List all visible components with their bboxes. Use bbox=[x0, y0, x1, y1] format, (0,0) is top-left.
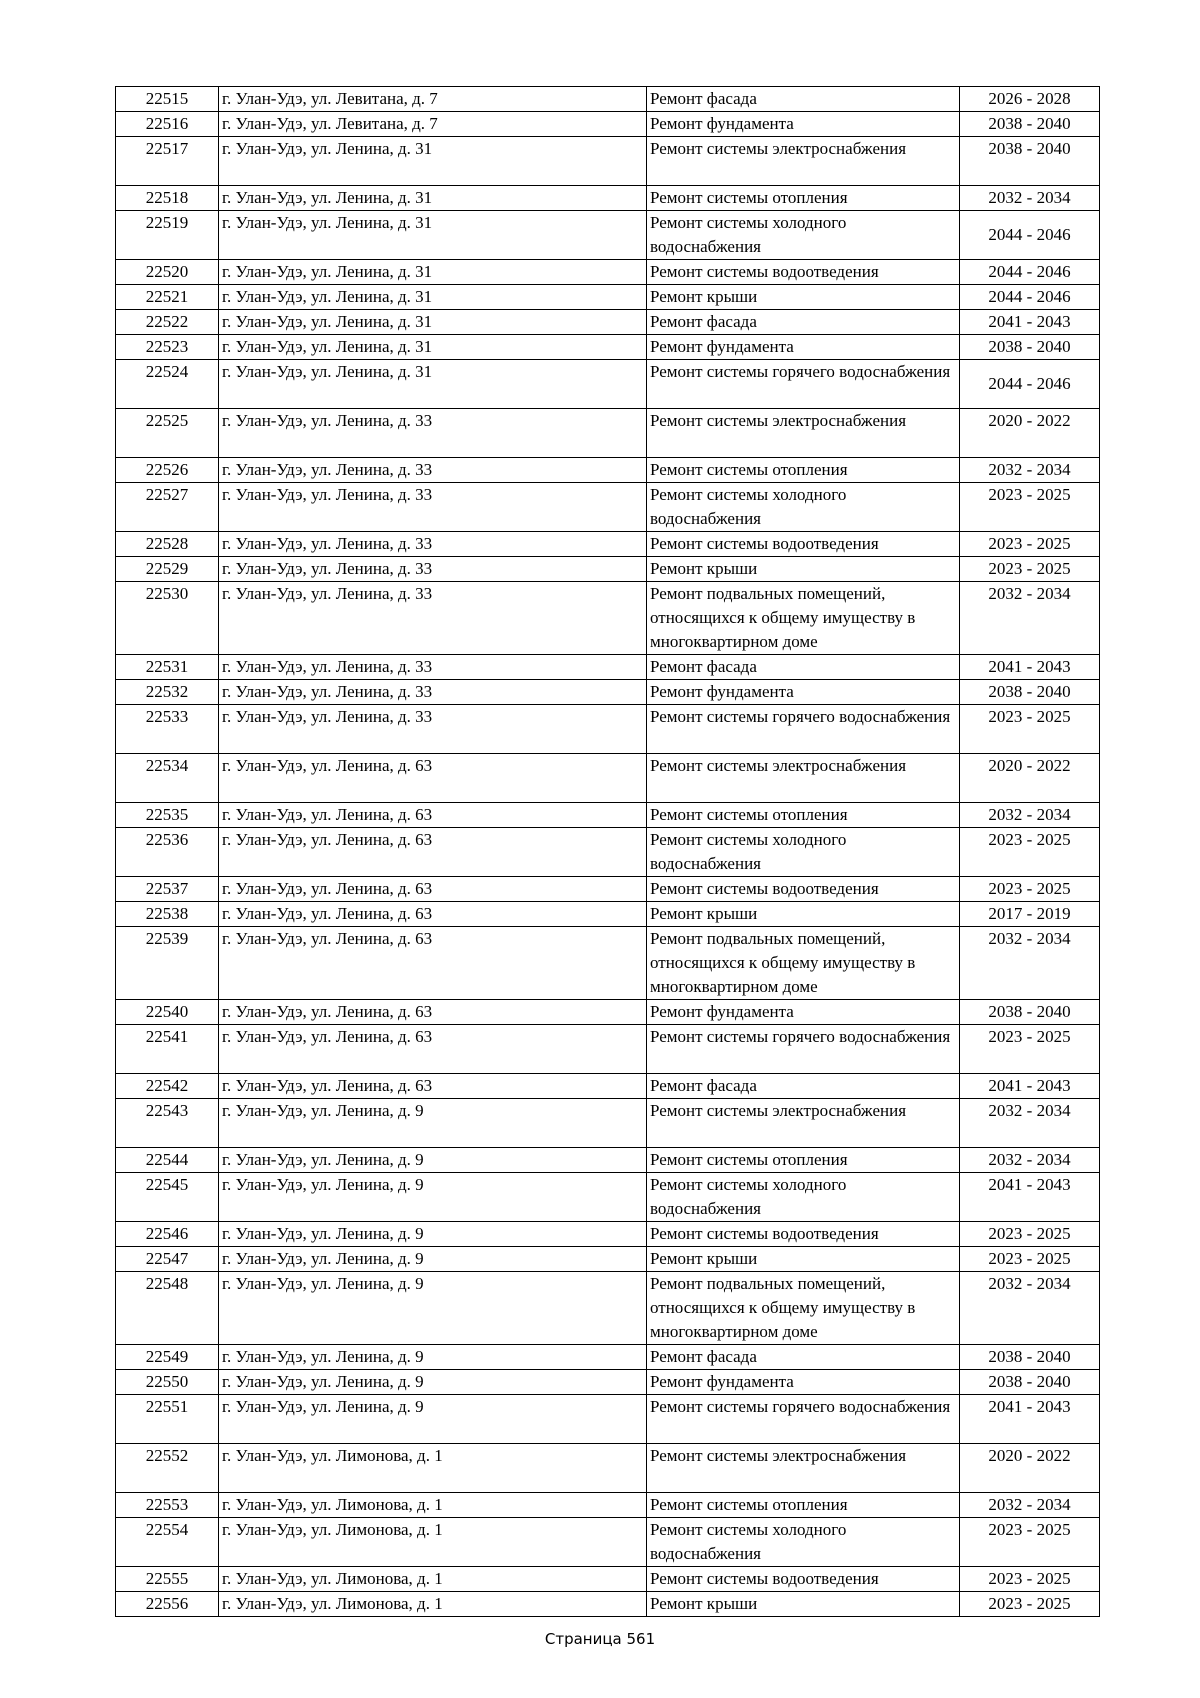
row-number-cell: 22551 bbox=[116, 1395, 219, 1444]
row-number-cell: 22528 bbox=[116, 532, 219, 557]
row-number-cell: 22533 bbox=[116, 705, 219, 754]
table-row bbox=[116, 1395, 1100, 1444]
address-cell: г. Улан-Удэ, ул. Ленина, д. 31 bbox=[219, 211, 647, 260]
period-cell: 2023 - 2025 bbox=[960, 877, 1100, 902]
work-type-cell: Ремонт крыши bbox=[647, 1592, 960, 1617]
work-type-cell: Ремонт системы горячего водоснабжения bbox=[647, 360, 960, 409]
page-number: Страница 561 bbox=[544, 1630, 656, 1648]
row-number-cell: 22527 bbox=[116, 483, 219, 532]
address-cell: г. Улан-Удэ, ул. Ленина, д. 63 bbox=[219, 902, 647, 927]
row-number-cell: 22519 bbox=[116, 211, 219, 260]
work-type-cell: Ремонт фасада bbox=[647, 310, 960, 335]
address-cell: г. Улан-Удэ, ул. Лимонова, д. 1 bbox=[219, 1567, 647, 1592]
work-type-cell: Ремонт крыши bbox=[647, 1247, 960, 1272]
table-row bbox=[116, 828, 1100, 877]
period-cell: 2023 - 2025 bbox=[960, 1592, 1100, 1617]
table-row bbox=[116, 927, 1100, 1000]
repair-schedule-table bbox=[115, 86, 1100, 1617]
work-type-cell: Ремонт подвальных помещений, относящихся к общему имуществу в многоквартирном доме bbox=[647, 1272, 960, 1345]
period-cell: 2023 - 2025 bbox=[960, 532, 1100, 557]
row-number-cell: 22554 bbox=[116, 1518, 219, 1567]
work-type-cell: Ремонт системы водоотведения bbox=[647, 1222, 960, 1247]
address-cell: г. Улан-Удэ, ул. Ленина, д. 63 bbox=[219, 754, 647, 803]
period-cell: 2032 - 2034 bbox=[960, 458, 1100, 483]
period-cell: 2038 - 2040 bbox=[960, 335, 1100, 360]
work-type-cell: Ремонт системы водоотведения bbox=[647, 260, 960, 285]
row-number-cell: 22543 bbox=[116, 1099, 219, 1148]
work-type-cell: Ремонт системы отопления bbox=[647, 1148, 960, 1173]
address-cell: г. Улан-Удэ, ул. Ленина, д. 63 bbox=[219, 803, 647, 828]
address-cell: г. Улан-Удэ, ул. Ленина, д. 33 bbox=[219, 458, 647, 483]
table-row bbox=[116, 458, 1100, 483]
row-number-cell: 22531 bbox=[116, 655, 219, 680]
address-cell: г. Улан-Удэ, ул. Ленина, д. 63 bbox=[219, 877, 647, 902]
table-row bbox=[116, 409, 1100, 458]
row-number-cell: 22521 bbox=[116, 285, 219, 310]
table-row bbox=[116, 582, 1100, 655]
row-number-cell: 22538 bbox=[116, 902, 219, 927]
period-cell: 2044 - 2046 bbox=[960, 360, 1100, 409]
address-cell: г. Улан-Удэ, ул. Ленина, д. 9 bbox=[219, 1148, 647, 1173]
row-number-cell: 22555 bbox=[116, 1567, 219, 1592]
address-cell: г. Улан-Удэ, ул. Ленина, д. 33 bbox=[219, 409, 647, 458]
row-number-cell: 22539 bbox=[116, 927, 219, 1000]
table-row bbox=[116, 1444, 1100, 1493]
period-cell: 2023 - 2025 bbox=[960, 1567, 1100, 1592]
period-cell: 2038 - 2040 bbox=[960, 1345, 1100, 1370]
period-cell: 2023 - 2025 bbox=[960, 1222, 1100, 1247]
row-number-cell: 22540 bbox=[116, 1000, 219, 1025]
address-cell: г. Улан-Удэ, ул. Ленина, д. 33 bbox=[219, 582, 647, 655]
table-row bbox=[116, 1222, 1100, 1247]
period-cell: 2023 - 2025 bbox=[960, 1025, 1100, 1074]
address-cell: г. Улан-Удэ, ул. Ленина, д. 33 bbox=[219, 655, 647, 680]
address-cell: г. Улан-Удэ, ул. Левитана, д. 7 bbox=[219, 112, 647, 137]
address-cell: г. Улан-Удэ, ул. Ленина, д. 9 bbox=[219, 1099, 647, 1148]
row-number-cell: 22544 bbox=[116, 1148, 219, 1173]
table-row bbox=[116, 1148, 1100, 1173]
period-cell: 2023 - 2025 bbox=[960, 483, 1100, 532]
work-type-cell: Ремонт подвальных помещений, относящихся к общему имуществу в многоквартирном доме bbox=[647, 582, 960, 655]
table-row bbox=[116, 705, 1100, 754]
row-number-cell: 22536 bbox=[116, 828, 219, 877]
work-type-cell: Ремонт фундамента bbox=[647, 335, 960, 360]
work-type-cell: Ремонт системы горячего водоснабжения bbox=[647, 1395, 960, 1444]
work-type-cell: Ремонт системы холодного водоснабжения bbox=[647, 211, 960, 260]
address-cell: г. Улан-Удэ, ул. Ленина, д. 33 bbox=[219, 483, 647, 532]
address-cell: г. Улан-Удэ, ул. Лимонова, д. 1 bbox=[219, 1592, 647, 1617]
row-number-cell: 22541 bbox=[116, 1025, 219, 1074]
period-cell: 2023 - 2025 bbox=[960, 1518, 1100, 1567]
period-cell: 2020 - 2022 bbox=[960, 754, 1100, 803]
period-cell: 2020 - 2022 bbox=[960, 409, 1100, 458]
table-row bbox=[116, 1099, 1100, 1148]
row-number-cell: 22516 bbox=[116, 112, 219, 137]
work-type-cell: Ремонт крыши bbox=[647, 557, 960, 582]
period-cell: 2041 - 2043 bbox=[960, 1074, 1100, 1099]
period-cell: 2032 - 2034 bbox=[960, 1493, 1100, 1518]
work-type-cell: Ремонт системы водоотведения bbox=[647, 532, 960, 557]
row-number-cell: 22526 bbox=[116, 458, 219, 483]
work-type-cell: Ремонт фасада bbox=[647, 1074, 960, 1099]
table-row bbox=[116, 1000, 1100, 1025]
row-number-cell: 22547 bbox=[116, 1247, 219, 1272]
period-cell: 2023 - 2025 bbox=[960, 828, 1100, 877]
work-type-cell: Ремонт подвальных помещений, относящихся к общему имуществу в многоквартирном доме bbox=[647, 927, 960, 1000]
table-row bbox=[116, 1567, 1100, 1592]
row-number-cell: 22517 bbox=[116, 137, 219, 186]
period-cell: 2044 - 2046 bbox=[960, 285, 1100, 310]
period-cell: 2032 - 2034 bbox=[960, 927, 1100, 1000]
table-row bbox=[116, 754, 1100, 803]
address-cell: г. Улан-Удэ, ул. Ленина, д. 9 bbox=[219, 1247, 647, 1272]
work-type-cell: Ремонт системы холодного водоснабжения bbox=[647, 1518, 960, 1567]
address-cell: г. Улан-Удэ, ул. Ленина, д. 9 bbox=[219, 1173, 647, 1222]
work-type-cell: Ремонт системы электроснабжения bbox=[647, 754, 960, 803]
address-cell: г. Улан-Удэ, ул. Ленина, д. 63 bbox=[219, 1074, 647, 1099]
address-cell: г. Улан-Удэ, ул. Ленина, д. 31 bbox=[219, 335, 647, 360]
period-cell: 2020 - 2022 bbox=[960, 1444, 1100, 1493]
table-row bbox=[116, 211, 1100, 260]
table-row bbox=[116, 1345, 1100, 1370]
row-number-cell: 22545 bbox=[116, 1173, 219, 1222]
work-type-cell: Ремонт фасада bbox=[647, 87, 960, 112]
address-cell: г. Улан-Удэ, ул. Левитана, д. 7 bbox=[219, 87, 647, 112]
row-number-cell: 22546 bbox=[116, 1222, 219, 1247]
period-cell: 2038 - 2040 bbox=[960, 112, 1100, 137]
work-type-cell: Ремонт крыши bbox=[647, 285, 960, 310]
work-type-cell: Ремонт системы отопления bbox=[647, 1493, 960, 1518]
table-row bbox=[116, 1173, 1100, 1222]
row-number-cell: 22515 bbox=[116, 87, 219, 112]
work-type-cell: Ремонт системы водоотведения bbox=[647, 877, 960, 902]
row-number-cell: 22535 bbox=[116, 803, 219, 828]
table-row bbox=[116, 1025, 1100, 1074]
work-type-cell: Ремонт системы электроснабжения bbox=[647, 1444, 960, 1493]
row-number-cell: 22550 bbox=[116, 1370, 219, 1395]
table-row bbox=[116, 680, 1100, 705]
address-cell: г. Улан-Удэ, ул. Ленина, д. 31 bbox=[219, 360, 647, 409]
table-row bbox=[116, 260, 1100, 285]
table-row bbox=[116, 557, 1100, 582]
table-row bbox=[116, 285, 1100, 310]
work-type-cell: Ремонт системы горячего водоснабжения bbox=[647, 1025, 960, 1074]
table-row bbox=[116, 1074, 1100, 1099]
row-number-cell: 22522 bbox=[116, 310, 219, 335]
period-cell: 2041 - 2043 bbox=[960, 1395, 1100, 1444]
period-cell: 2038 - 2040 bbox=[960, 1370, 1100, 1395]
row-number-cell: 22534 bbox=[116, 754, 219, 803]
work-type-cell: Ремонт фундамента bbox=[647, 1370, 960, 1395]
period-cell: 2041 - 2043 bbox=[960, 1173, 1100, 1222]
row-number-cell: 22518 bbox=[116, 186, 219, 211]
work-type-cell: Ремонт системы водоотведения bbox=[647, 1567, 960, 1592]
address-cell: г. Улан-Удэ, ул. Ленина, д. 9 bbox=[219, 1345, 647, 1370]
row-number-cell: 22524 bbox=[116, 360, 219, 409]
row-number-cell: 22542 bbox=[116, 1074, 219, 1099]
period-cell: 2032 - 2034 bbox=[960, 1099, 1100, 1148]
address-cell: г. Улан-Удэ, ул. Ленина, д. 63 bbox=[219, 1025, 647, 1074]
work-type-cell: Ремонт системы отопления bbox=[647, 186, 960, 211]
period-cell: 2026 - 2028 bbox=[960, 87, 1100, 112]
period-cell: 2032 - 2034 bbox=[960, 1272, 1100, 1345]
table-body bbox=[116, 87, 1100, 1617]
table-row bbox=[116, 186, 1100, 211]
work-type-cell: Ремонт системы электроснабжения bbox=[647, 409, 960, 458]
table-row bbox=[116, 655, 1100, 680]
table-row bbox=[116, 803, 1100, 828]
work-type-cell: Ремонт крыши bbox=[647, 902, 960, 927]
period-cell: 2041 - 2043 bbox=[960, 655, 1100, 680]
row-number-cell: 22537 bbox=[116, 877, 219, 902]
work-type-cell: Ремонт системы холодного водоснабжения bbox=[647, 1173, 960, 1222]
table-row bbox=[116, 310, 1100, 335]
period-cell: 2017 - 2019 bbox=[960, 902, 1100, 927]
work-type-cell: Ремонт фасада bbox=[647, 655, 960, 680]
address-cell: г. Улан-Удэ, ул. Ленина, д. 31 bbox=[219, 186, 647, 211]
table-row bbox=[116, 112, 1100, 137]
period-cell: 2038 - 2040 bbox=[960, 680, 1100, 705]
table-row bbox=[116, 1592, 1100, 1617]
period-cell: 2038 - 2040 bbox=[960, 1000, 1100, 1025]
address-cell: г. Улан-Удэ, ул. Ленина, д. 33 bbox=[219, 557, 647, 582]
table-row bbox=[116, 1247, 1100, 1272]
work-type-cell: Ремонт системы холодного водоснабжения bbox=[647, 828, 960, 877]
address-cell: г. Улан-Удэ, ул. Ленина, д. 33 bbox=[219, 705, 647, 754]
row-number-cell: 22529 bbox=[116, 557, 219, 582]
table-row bbox=[116, 483, 1100, 532]
work-type-cell: Ремонт системы отопления bbox=[647, 458, 960, 483]
row-number-cell: 22525 bbox=[116, 409, 219, 458]
address-cell: г. Улан-Удэ, ул. Ленина, д. 9 bbox=[219, 1272, 647, 1345]
address-cell: г. Улан-Удэ, ул. Ленина, д. 9 bbox=[219, 1395, 647, 1444]
row-number-cell: 22532 bbox=[116, 680, 219, 705]
address-cell: г. Улан-Удэ, ул. Ленина, д. 63 bbox=[219, 927, 647, 1000]
period-cell: 2044 - 2046 bbox=[960, 260, 1100, 285]
row-number-cell: 22556 bbox=[116, 1592, 219, 1617]
row-number-cell: 22552 bbox=[116, 1444, 219, 1493]
table-row bbox=[116, 360, 1100, 409]
address-cell: г. Улан-Удэ, ул. Ленина, д. 63 bbox=[219, 828, 647, 877]
address-cell: г. Улан-Удэ, ул. Ленина, д. 9 bbox=[219, 1370, 647, 1395]
work-type-cell: Ремонт фундамента bbox=[647, 680, 960, 705]
period-cell: 2032 - 2034 bbox=[960, 1148, 1100, 1173]
row-number-cell: 22553 bbox=[116, 1493, 219, 1518]
table-row bbox=[116, 532, 1100, 557]
address-cell: г. Улан-Удэ, ул. Ленина, д. 31 bbox=[219, 310, 647, 335]
work-type-cell: Ремонт фундамента bbox=[647, 1000, 960, 1025]
table-row bbox=[116, 1518, 1100, 1567]
table-row bbox=[116, 1370, 1100, 1395]
address-cell: г. Улан-Удэ, ул. Ленина, д. 63 bbox=[219, 1000, 647, 1025]
work-type-cell: Ремонт фундамента bbox=[647, 112, 960, 137]
period-cell: 2032 - 2034 bbox=[960, 803, 1100, 828]
period-cell: 2023 - 2025 bbox=[960, 1247, 1100, 1272]
period-cell: 2038 - 2040 bbox=[960, 137, 1100, 186]
address-cell: г. Улан-Удэ, ул. Ленина, д. 33 bbox=[219, 680, 647, 705]
work-type-cell: Ремонт системы горячего водоснабжения bbox=[647, 705, 960, 754]
table-row bbox=[116, 87, 1100, 112]
period-cell: 2023 - 2025 bbox=[960, 557, 1100, 582]
row-number-cell: 22523 bbox=[116, 335, 219, 360]
address-cell: г. Улан-Удэ, ул. Ленина, д. 31 bbox=[219, 137, 647, 186]
period-cell: 2023 - 2025 bbox=[960, 705, 1100, 754]
table-row bbox=[116, 1272, 1100, 1345]
work-type-cell: Ремонт системы электроснабжения bbox=[647, 1099, 960, 1148]
address-cell: г. Улан-Удэ, ул. Ленина, д. 31 bbox=[219, 260, 647, 285]
address-cell: г. Улан-Удэ, ул. Лимонова, д. 1 bbox=[219, 1518, 647, 1567]
row-number-cell: 22520 bbox=[116, 260, 219, 285]
table-row bbox=[116, 877, 1100, 902]
work-type-cell: Ремонт фасада bbox=[647, 1345, 960, 1370]
table-row bbox=[116, 335, 1100, 360]
period-cell: 2044 - 2046 bbox=[960, 211, 1100, 260]
table-row bbox=[116, 137, 1100, 186]
work-type-cell: Ремонт системы холодного водоснабжения bbox=[647, 483, 960, 532]
table-row bbox=[116, 1493, 1100, 1518]
period-cell: 2032 - 2034 bbox=[960, 582, 1100, 655]
row-number-cell: 22530 bbox=[116, 582, 219, 655]
address-cell: г. Улан-Удэ, ул. Лимонова, д. 1 bbox=[219, 1444, 647, 1493]
table-row bbox=[116, 902, 1100, 927]
row-number-cell: 22548 bbox=[116, 1272, 219, 1345]
address-cell: г. Улан-Удэ, ул. Ленина, д. 31 bbox=[219, 285, 647, 310]
period-cell: 2041 - 2043 bbox=[960, 310, 1100, 335]
work-type-cell: Ремонт системы отопления bbox=[647, 803, 960, 828]
period-cell: 2032 - 2034 bbox=[960, 186, 1100, 211]
address-cell: г. Улан-Удэ, ул. Ленина, д. 9 bbox=[219, 1222, 647, 1247]
address-cell: г. Улан-Удэ, ул. Лимонова, д. 1 bbox=[219, 1493, 647, 1518]
row-number-cell: 22549 bbox=[116, 1345, 219, 1370]
work-type-cell: Ремонт системы электроснабжения bbox=[647, 137, 960, 186]
address-cell: г. Улан-Удэ, ул. Ленина, д. 33 bbox=[219, 532, 647, 557]
